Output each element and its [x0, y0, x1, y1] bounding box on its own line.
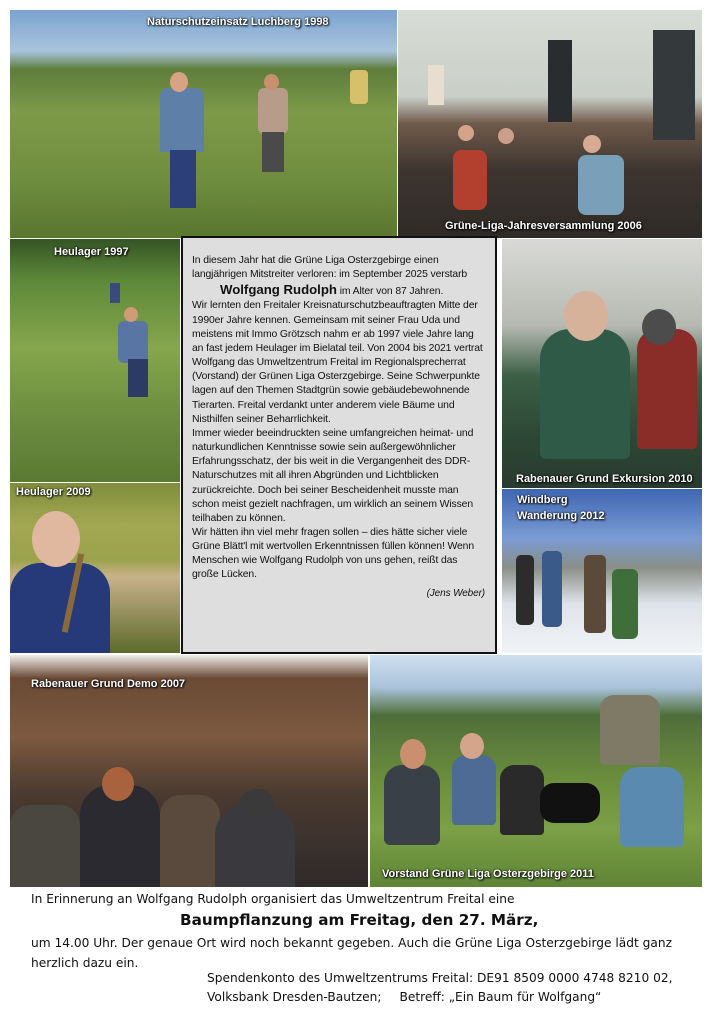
obituary-signature: (Jens Weber)	[426, 587, 485, 599]
deceased-name: Wolfgang Rudolph	[220, 282, 337, 298]
person-legs	[128, 359, 148, 397]
person-figure	[258, 88, 288, 134]
person-head	[264, 74, 279, 90]
window	[653, 30, 695, 140]
photo-windberg-2012	[502, 489, 702, 653]
photo-jahresversammlung-2006	[398, 10, 702, 238]
person-figure	[542, 551, 562, 627]
obituary-name-line	[192, 283, 485, 299]
person-head	[642, 309, 676, 345]
person-head	[460, 733, 484, 759]
photo-caption: Heulager 1997	[54, 246, 129, 258]
photo-rabenauer-exkursion-2010	[502, 239, 702, 488]
photo-caption-line1: Windberg	[517, 494, 568, 506]
photo-caption: Naturschutzeinsatz Luchberg 1998	[147, 16, 329, 28]
person-figure	[637, 329, 697, 449]
person-head	[32, 511, 80, 567]
person-head	[498, 128, 514, 144]
person-figure	[118, 321, 148, 363]
person-figure	[350, 70, 368, 104]
photo-rabenauer-demo-2007	[10, 655, 368, 887]
person-figure	[612, 569, 638, 639]
obituary-paragraph-3: Wir hätten ihn viel mehr fragen sollen – dies hätte sicher viele Grüne Blätt'l mit wertvollen Erkenntnissen füllen können! Wenn Menschen wie Wolfgang Rudolph von uns gehen, reißt das große Lücken.	[192, 526, 474, 581]
person-figure	[384, 765, 440, 845]
person-figure	[160, 88, 204, 152]
person-head	[564, 291, 608, 341]
photo-caption-line2: Wanderung 2012	[517, 510, 605, 522]
photo-caption: Grüne-Liga-Jahresversammlung 2006	[445, 220, 642, 232]
obituary-textbox	[181, 236, 497, 654]
person-head	[583, 135, 601, 153]
person-figure	[540, 329, 630, 459]
obituary-age: im Alter von 87 Jahren.	[336, 286, 444, 298]
obituary-paragraph-2: Immer wieder beeindruckten seine umfangreichen heimat- und naturkundlichen Kenntnisse sowie sein außergewöhnlicher Erfahrungsschatz, der bis weit in die Vergangenheit des DDR-Naturschutzes mit all ihren Abgründen und Lichtblicken zurückreichte. Doch bei seiner Bescheidenheit musste man schon meist gezielt nachfragen, um wirklich an seinem Wissen teilhaben zu können.	[192, 427, 474, 524]
photo-caption: Heulager 2009	[16, 486, 91, 498]
photo-caption: Rabenauer Grund Exkursion 2010	[516, 473, 693, 485]
person-figure	[578, 155, 624, 215]
obituary-paragraph-1: Wir lernten den Freitaler Kreisnaturschutzbeauftragten Mitte der 1990er Jahre kennen. Gemeinsam mit seiner Frau Uda und meistens mit Immo Grötzsch nahm er ab 1997 viele Jahre lang an fast jedem Heulager im Bielatal teil. Von 2004 bis 2021 vertrat Wolfgang das Umweltzentrum Freital im Regionalsprecherrat (Vorstand) der Grünen Liga Osterzgebirge. Seine Schwerpunkte lagen auf den Themen Stadtgrün sowie gebäudebewohnende Tierarten. Freital verdankt unter anderem viele Bäume und Nisthilfen seiner Beharrlichkeit.	[192, 300, 483, 425]
person-head	[170, 72, 188, 92]
person-head	[400, 739, 426, 769]
doorway	[548, 40, 572, 122]
photo-luchberg-1998	[10, 10, 397, 238]
announcement-headline: Baumpflanzung am Freitag, den 27. März,	[180, 911, 539, 929]
person-legs	[170, 150, 196, 208]
person-figure	[620, 767, 684, 847]
donation-account: Spendenkonto des Umweltzentrums Freital: DE91 8509 0000 4748 8210 02,	[207, 971, 673, 985]
person-figure	[600, 695, 660, 765]
announcement-details: um 14.00 Uhr. Der genaue Ort wird noch bekannt gegeben. Auch die Grüne Liga Osterzgebirge lädt ganz herzlich dazu ein.	[31, 936, 672, 970]
photo-caption: Vorstand Grüne Liga Osterzgebirge 2011	[382, 868, 594, 880]
person-figure	[10, 805, 80, 887]
obituary-intro: In diesem Jahr hat die Grüne Liga Osterzgebirge einen langjährigen Mitstreiter verloren: im September 2025 verstarb	[192, 255, 468, 281]
photo-caption: Rabenauer Grund Demo 2007	[31, 678, 186, 690]
photo-vorstand-2011	[370, 655, 702, 887]
donation-reference: Betreff: „Ein Baum für Wolfgang“	[399, 990, 602, 1004]
person-figure	[516, 555, 534, 625]
person-figure	[10, 563, 110, 653]
person-figure	[452, 755, 496, 825]
person-figure	[160, 795, 220, 887]
person-figure	[110, 283, 120, 303]
donation-bank-line	[207, 990, 601, 1004]
photo-heulager-2009	[10, 483, 180, 653]
person-figure	[584, 555, 606, 633]
black-sheep	[540, 783, 600, 823]
person-figure	[500, 765, 544, 835]
photo-heulager-1997	[10, 239, 180, 482]
person-head	[124, 307, 138, 322]
person-figure	[215, 805, 295, 887]
bank-name: Volksbank Dresden-Bautzen;	[207, 990, 382, 1004]
person-head	[458, 125, 474, 141]
person-legs	[262, 132, 284, 172]
person-head	[102, 767, 134, 801]
window	[428, 65, 444, 105]
announcement-intro: In Erinnerung an Wolfgang Rudolph organisiert das Umweltzentrum Freital eine	[31, 892, 515, 906]
person-figure	[453, 150, 487, 210]
person-head	[240, 789, 274, 817]
